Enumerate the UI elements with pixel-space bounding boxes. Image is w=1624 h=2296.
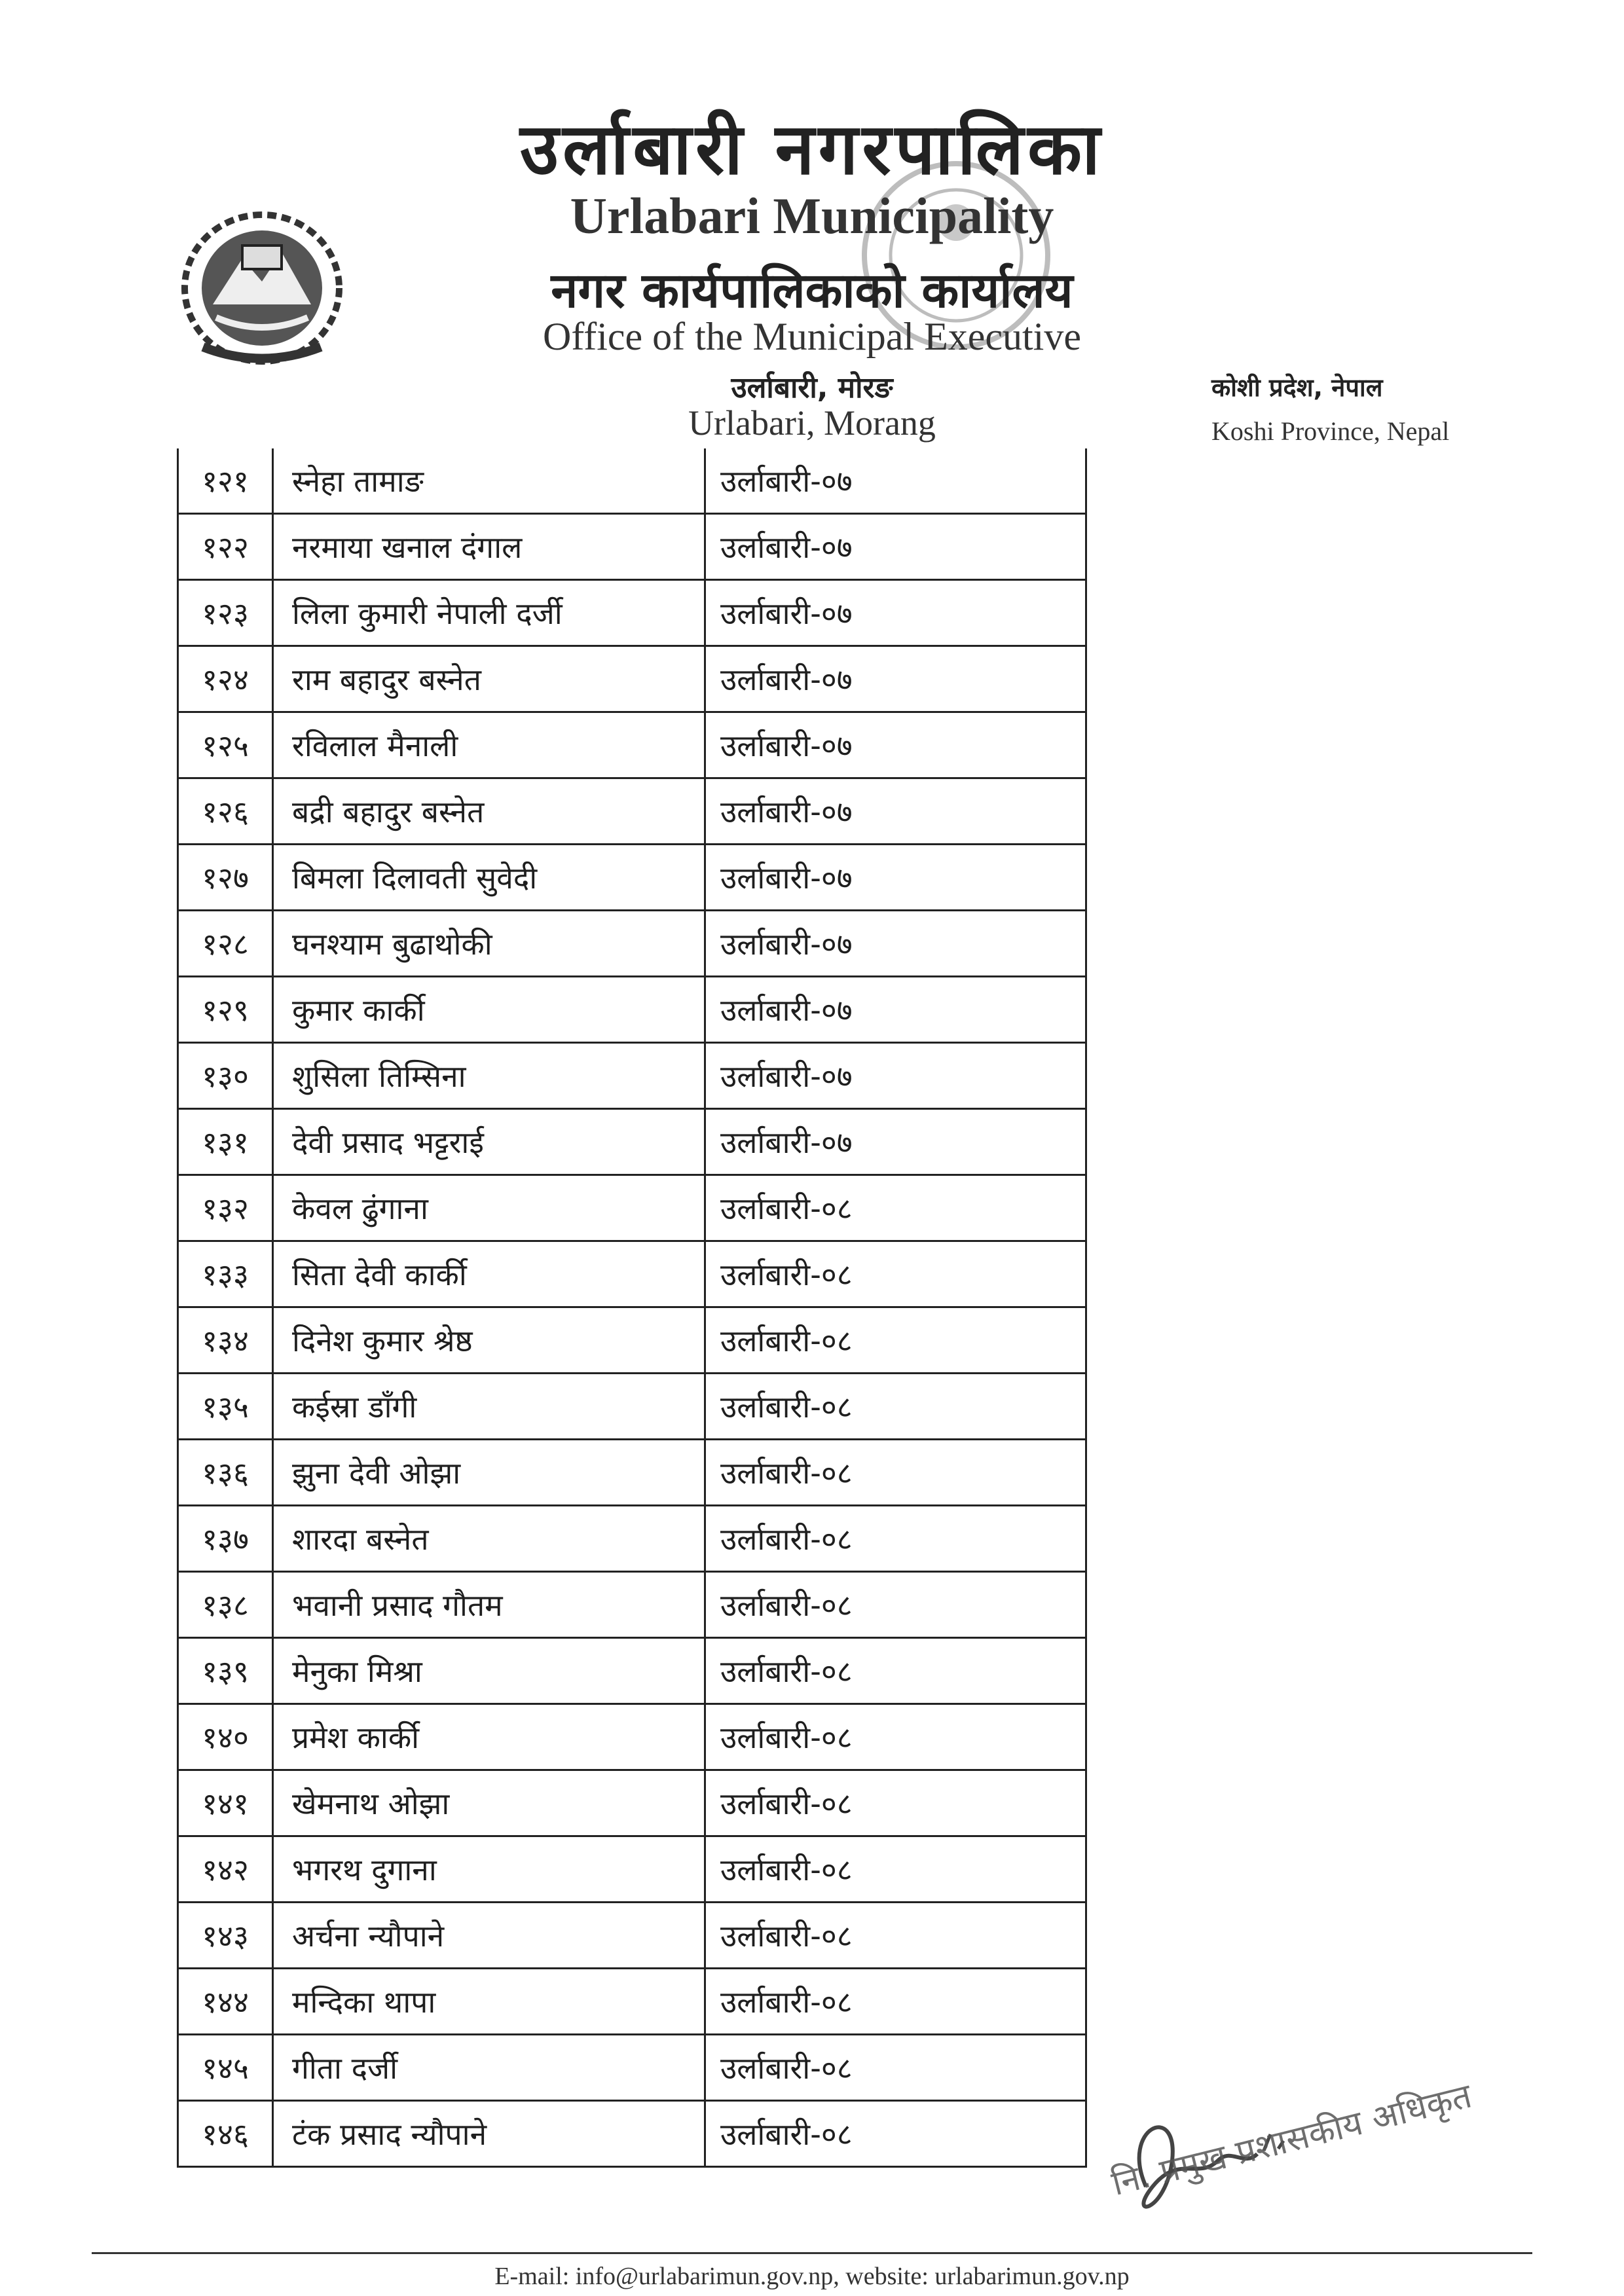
name-cell: कईस्रा डाँगी (274, 1374, 706, 1438)
serial-number-cell: १३१ (179, 1110, 274, 1174)
table-row (177, 1242, 1087, 1308)
serial-number-cell: १३३ (179, 1242, 274, 1306)
table-row (177, 2102, 1087, 2168)
table-row (177, 911, 1087, 977)
name-cell: मेनुका मिश्रा (274, 1639, 706, 1703)
table-row (177, 647, 1087, 713)
name-cell: केवल ढुंगाना (274, 1176, 706, 1240)
address-en: Urlabari, Morang (688, 403, 936, 443)
serial-number-cell: १२६ (179, 779, 274, 843)
serial-number-cell: १३५ (179, 1374, 274, 1438)
serial-number-cell: १३८ (179, 1573, 274, 1637)
address-cell: उर्लाबारी-०८ (720, 1720, 853, 1755)
table-row (177, 581, 1087, 647)
signatory-designation: नि. प्रमुख प्रशासकीय अधिकृत (1107, 2076, 1476, 2204)
serial-number-cell: १२९ (179, 977, 274, 1042)
address-cell: उर्लाबारी-०८ (720, 1918, 853, 1954)
name-cell: प्रमेश कार्की (274, 1705, 706, 1769)
name-cell: टंक प्रसाद न्यौपाने (274, 2102, 706, 2166)
address-cell: उर्लाबारी-०७ (720, 662, 853, 697)
address-cell: उर्लाबारी-०७ (720, 1059, 853, 1094)
serial-number-cell: १४० (179, 1705, 274, 1769)
table-row (177, 1771, 1087, 1837)
table-row (177, 1506, 1087, 1573)
footer-contact: E-mail: info@urlabarimun.gov.np, website: urlabarimun.gov.np (494, 2263, 1130, 2290)
table-row (177, 2035, 1087, 2102)
table-row (177, 1639, 1087, 1705)
address-cell: उर्लाबारी-०८ (720, 2117, 853, 2152)
name-cell: नरमाया खनाल दंगाल (274, 515, 706, 579)
address-cell: उर्लाबारी-०८ (720, 1984, 853, 2020)
address-cell: उर्लाबारी-०७ (720, 530, 853, 565)
address-np: उर्लाबारी, मोरङ (731, 371, 893, 405)
name-cell: बद्री बहादुर बस्नेत (274, 779, 706, 843)
name-cell: बिमला दिलावती सुवेदी (274, 845, 706, 909)
table-row (177, 515, 1087, 581)
address-cell: उर्लाबारी-०७ (720, 993, 853, 1028)
address-cell: उर्लाबारी-०७ (720, 596, 853, 631)
table-row (177, 713, 1087, 779)
province-en: Koshi Province, Nepal (1211, 416, 1450, 446)
table-row (177, 1176, 1087, 1242)
address-cell: उर्लाबारी-०८ (720, 1389, 853, 1425)
name-cell: शुसिला तिम्सिना (274, 1044, 706, 1108)
name-cell: लिला कुमारी नेपाली दर्जी (274, 581, 706, 645)
address-cell: उर्लाबारी-०७ (720, 926, 853, 962)
address-cell: उर्लाबारी-०८ (720, 1522, 853, 1557)
beneficiary-table (177, 448, 1087, 2168)
footer-divider (92, 2252, 1532, 2254)
name-cell: कुमार कार्की (274, 977, 706, 1042)
address-cell: उर्लाबारी-०८ (720, 1257, 853, 1292)
name-cell: भवानी प्रसाद गौतम (274, 1573, 706, 1637)
address-cell: उर्लाबारी-०७ (720, 1125, 853, 1160)
name-cell: राम बहादुर बस्नेत (274, 647, 706, 711)
table-row (177, 1374, 1087, 1440)
name-cell: दिनेश कुमार श्रेष्ठ (274, 1308, 706, 1372)
serial-number-cell: १२७ (179, 845, 274, 909)
serial-number-cell: १४१ (179, 1771, 274, 1835)
serial-number-cell: १४३ (179, 1903, 274, 1967)
serial-number-cell: १२८ (179, 911, 274, 975)
municipality-title-en: Urlabari Municipality (570, 187, 1054, 244)
name-cell: सिता देवी कार्की (274, 1242, 706, 1306)
serial-number-cell: १३४ (179, 1308, 274, 1372)
name-cell: झुना देवी ओझा (274, 1440, 706, 1504)
address-cell: उर्लाबारी-०८ (720, 2050, 853, 2086)
address-cell: उर्लाबारी-०८ (720, 1455, 853, 1491)
table-row (177, 779, 1087, 845)
name-cell: रविलाल मैनाली (274, 713, 706, 777)
serial-number-cell: १४२ (179, 1837, 274, 1901)
serial-number-cell: १३९ (179, 1639, 274, 1703)
address-cell: उर्लाबारी-०८ (720, 1191, 853, 1226)
table-row (177, 1308, 1087, 1374)
office-title-np: नगर कार्यपालिकाको कार्यालय (551, 263, 1073, 319)
name-cell: घनश्याम बुढाथोकी (274, 911, 706, 975)
address-cell: उर्लाबारी-०७ (720, 728, 853, 763)
address-cell: उर्लाबारी-०८ (720, 1786, 853, 1821)
name-cell: अर्चना न्यौपाने (274, 1903, 706, 1967)
table-row (177, 1837, 1087, 1903)
address-cell: उर्लाबारी-०८ (720, 1852, 853, 1887)
serial-number-cell: १२१ (179, 448, 274, 513)
table-row (177, 448, 1087, 515)
serial-number-cell: १२४ (179, 647, 274, 711)
table-row (177, 1440, 1087, 1506)
table-row (177, 1969, 1087, 2035)
table-row (177, 977, 1087, 1044)
table-row (177, 1573, 1087, 1639)
table-row (177, 1705, 1087, 1771)
serial-number-cell: १२३ (179, 581, 274, 645)
name-cell: गीता दर्जी (274, 2035, 706, 2100)
serial-number-cell: १३६ (179, 1440, 274, 1504)
serial-number-cell: १३२ (179, 1176, 274, 1240)
address-cell: उर्लाबारी-०८ (720, 1323, 853, 1358)
name-cell: मन्दिका थापा (274, 1969, 706, 2033)
province-np: कोशी प्रदेश, नेपाल (1211, 373, 1383, 402)
serial-number-cell: १२५ (179, 713, 274, 777)
municipality-title-np: उर्लाबारी नगरपालिका (519, 109, 1105, 191)
address-cell: उर्लाबारी-०८ (720, 1654, 853, 1689)
serial-number-cell: १४६ (179, 2102, 274, 2166)
table-row (177, 1044, 1087, 1110)
table-row (177, 1903, 1087, 1969)
serial-number-cell: १४५ (179, 2035, 274, 2100)
name-cell: देवी प्रसाद भट्टराई (274, 1110, 706, 1174)
name-cell: खेमनाथ ओझा (274, 1771, 706, 1835)
name-cell: भगरथ दुगाना (274, 1837, 706, 1901)
serial-number-cell: १३० (179, 1044, 274, 1108)
table-row (177, 845, 1087, 911)
address-cell: उर्लाबारी-०७ (720, 794, 853, 829)
office-title-en: Office of the Municipal Executive (543, 315, 1081, 358)
address-cell: उर्लाबारी-०८ (720, 1588, 853, 1623)
table-row (177, 1110, 1087, 1176)
name-cell: शारदा बस्नेत (274, 1506, 706, 1571)
serial-number-cell: १४४ (179, 1969, 274, 2033)
serial-number-cell: १३७ (179, 1506, 274, 1571)
address-cell: उर्लाबारी-०७ (720, 464, 853, 499)
serial-number-cell: १२२ (179, 515, 274, 579)
name-cell: स्नेहा तामाङ (274, 448, 706, 513)
address-cell: उर्लाबारी-०७ (720, 860, 853, 896)
